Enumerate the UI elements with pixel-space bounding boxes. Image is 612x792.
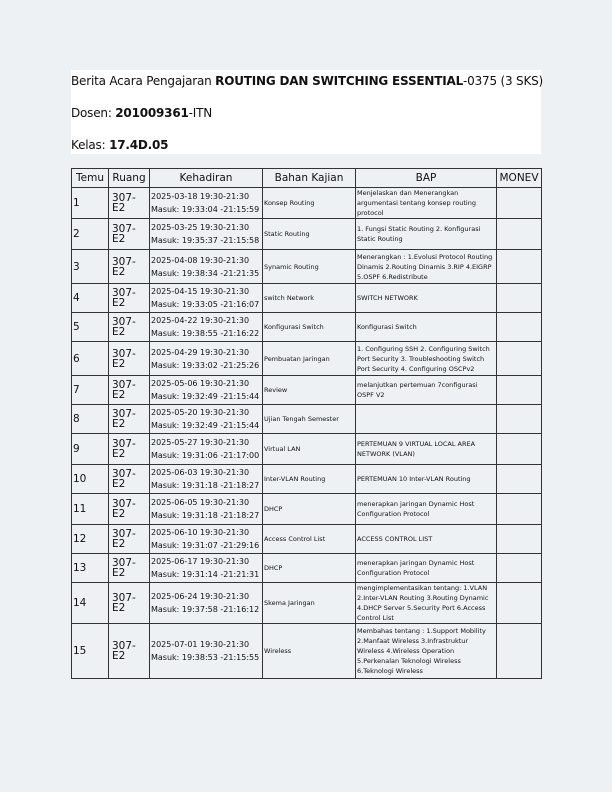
monev-cell xyxy=(497,624,542,679)
temu-cell: 15 xyxy=(72,624,109,679)
ruang-cell: 307-E2 xyxy=(109,405,150,434)
bahan-kajian-cell: DHCP xyxy=(263,554,356,583)
masuk-text: Masuk: 19:38:53 -21:15:55 xyxy=(151,653,260,662)
kehadiran-cell xyxy=(150,342,263,376)
kehadiran-cell xyxy=(150,219,263,250)
kehadiran-cell xyxy=(150,624,263,679)
kehadiran-cell xyxy=(150,583,263,624)
column-header-monev: MONEV xyxy=(497,169,542,188)
course-suffix: -0375 (3 SKS) xyxy=(463,74,544,88)
masuk-text: Masuk: 19:32:49 -21:15:44 xyxy=(151,421,260,430)
monev-cell xyxy=(497,494,542,525)
temu-cell: 2 xyxy=(72,219,109,250)
temu-cell: 4 xyxy=(72,284,109,313)
temu-cell: 1 xyxy=(72,188,109,219)
monev-cell xyxy=(497,465,542,494)
ruang-cell: 307-E2 xyxy=(109,434,150,465)
bap-cell: ACCESS CONTROL LIST xyxy=(356,525,497,554)
kehadiran-cell xyxy=(150,525,263,554)
masuk-text: Masuk: 19:33:02 -21:25:26 xyxy=(151,360,260,370)
bahan-kajian-cell: Konfigurasi Switch xyxy=(263,313,356,342)
jadwal-text: 2025-04-29 19:30-21:30 xyxy=(151,347,250,357)
temu-cell: 10 xyxy=(72,465,109,494)
temu-cell: 12 xyxy=(72,525,109,554)
jadwal-text: 2025-05-06 19:30-21:30 xyxy=(151,379,250,388)
monev-cell xyxy=(497,284,542,313)
bahan-kajian-cell: Konsep Routing xyxy=(263,188,356,219)
jadwal-text: 2025-06-17 19:30-21:30 xyxy=(151,557,250,566)
temu-cell: 9 xyxy=(72,434,109,465)
monev-cell xyxy=(497,554,542,583)
column-header-bap: BAP xyxy=(356,169,497,188)
monev-cell xyxy=(497,188,542,219)
masuk-text: Masuk: 19:31:06 -21:17:00 xyxy=(151,451,260,460)
bap-cell: Konfigurasi Switch xyxy=(356,313,497,342)
jadwal-text: 2025-06-03 19:30-21:30 xyxy=(151,468,250,477)
bap-cell: mengimplementasikan tentang: 1.VLAN 2.Inter-VLAN Routing 3.Routing Dynamic 4.DHCP Server 5.Security Port 6.Access Control List xyxy=(356,583,497,624)
ruang-cell: 307-E2 xyxy=(109,624,150,679)
kehadiran-cell xyxy=(150,405,263,434)
kehadiran-cell xyxy=(150,313,263,342)
bap-cell: Membahas tentang : 1.Support Mobility 2.Manfaat Wireless 3.Infrastruktur Wireless 4.Wireless Operation 5.Perkenalan Teknologi Wireless 6.Teknologi Wireless xyxy=(356,624,497,679)
table-row xyxy=(72,284,542,313)
bap-cell: melanjutkan pertemuan 7configurasi OSPF V2 xyxy=(356,376,497,405)
bap-cell: SWITCH NETWORK xyxy=(356,284,497,313)
temu-cell: 6 xyxy=(72,342,109,376)
bahan-kajian-cell: Skema Jaringan xyxy=(263,583,356,624)
temu-cell: 3 xyxy=(72,250,109,284)
kehadiran-cell xyxy=(150,554,263,583)
monev-cell xyxy=(497,219,542,250)
masuk-text: Masuk: 19:31:18 -21:18:27 xyxy=(151,511,260,520)
bahan-kajian-cell: Inter-VLAN Routing xyxy=(263,465,356,494)
dosen-id: 201009361 xyxy=(115,106,189,120)
column-header-kehadiran: Kehadiran xyxy=(150,169,263,188)
ruang-cell: 307-E2 xyxy=(109,554,150,583)
masuk-text: Masuk: 19:35:37 -21:15:58 xyxy=(151,236,260,245)
dosen-line xyxy=(71,106,212,120)
masuk-text: Masuk: 19:31:14 -21:21:31 xyxy=(151,570,260,579)
temu-cell: 5 xyxy=(72,313,109,342)
jadwal-text: 2025-06-10 19:30-21:30 xyxy=(151,528,250,537)
table-header-row xyxy=(72,169,542,188)
bap-cell: 1. Fungsi Static Routing 2. Konfigurasi Static Routing xyxy=(356,219,497,250)
monev-cell xyxy=(497,313,542,342)
course-line xyxy=(71,74,543,88)
bahan-kajian-cell: Review xyxy=(263,376,356,405)
column-header-ruang: Ruang xyxy=(109,169,150,188)
monev-cell xyxy=(497,434,542,465)
ruang-cell: 307-E2 xyxy=(109,376,150,405)
jadwal-text: 2025-07-01 19:30-21:30 xyxy=(151,640,250,649)
masuk-text: Masuk: 19:38:34 -21:21:35 xyxy=(151,268,260,278)
jadwal-text: 2025-06-24 19:30-21:30 xyxy=(151,592,250,601)
ruang-cell: 307-E2 xyxy=(109,284,150,313)
title-prefix: Berita Acara Pengajaran xyxy=(71,74,216,88)
jadwal-text: 2025-06-05 19:30-21:30 xyxy=(151,498,250,507)
dosen-label: Dosen: xyxy=(71,106,116,120)
ruang-cell: 307-E2 xyxy=(109,583,150,624)
temu-cell: 7 xyxy=(72,376,109,405)
table-row xyxy=(72,494,542,525)
ruang-cell: 307-E2 xyxy=(109,219,150,250)
ruang-cell: 307-E2 xyxy=(109,342,150,376)
kelas-value: 17.4D.05 xyxy=(109,138,169,152)
bahan-kajian-cell: DHCP xyxy=(263,494,356,525)
monev-cell xyxy=(497,376,542,405)
bahan-kajian-cell: switch Network xyxy=(263,284,356,313)
kehadiran-cell xyxy=(150,284,263,313)
table-row xyxy=(72,624,542,679)
table-row xyxy=(72,313,542,342)
table-row xyxy=(72,525,542,554)
bahan-kajian-cell: Static Routing xyxy=(263,219,356,250)
table-row xyxy=(72,405,542,434)
bahan-kajian-cell: Synamic Routing xyxy=(263,250,356,284)
kehadiran-cell xyxy=(150,434,263,465)
jadwal-text: 2025-05-27 19:30-21:30 xyxy=(151,438,250,447)
jadwal-text: 2025-03-25 19:30-21:30 xyxy=(151,223,250,232)
kehadiran-cell xyxy=(150,494,263,525)
masuk-text: Masuk: 19:31:18 -21:18:27 xyxy=(151,481,260,490)
bap-cell: PERTEMUAN 10 Inter-VLAN Routing xyxy=(356,465,497,494)
kehadiran-cell xyxy=(150,376,263,405)
document-header xyxy=(71,70,544,154)
course-name: ROUTING DAN SWITCHING ESSENTIAL xyxy=(215,74,464,88)
temu-cell: 8 xyxy=(72,405,109,434)
kehadiran-cell xyxy=(150,250,263,284)
ruang-cell: 307-E2 xyxy=(109,494,150,525)
bap-cell: menerapkan jaringan Dynamic Host Configuration Protocol xyxy=(356,554,497,583)
bap-cell xyxy=(356,405,497,434)
monev-cell xyxy=(497,583,542,624)
masuk-text: Masuk: 19:31:07 -21:29:16 xyxy=(151,541,260,550)
jadwal-text: 2025-05-20 19:30-21:30 xyxy=(151,408,250,417)
jadwal-text: 2025-04-15 19:30-21:30 xyxy=(151,287,250,296)
column-header-bahan-kajian: Bahan Kajian xyxy=(263,169,356,188)
jadwal-text: 2025-04-22 19:30-21:30 xyxy=(151,316,250,325)
masuk-text: Masuk: 19:33:05 -21:16:07 xyxy=(151,300,260,309)
ruang-cell: 307-E2 xyxy=(109,525,150,554)
table-row xyxy=(72,188,542,219)
table-row xyxy=(72,342,542,376)
masuk-text: Masuk: 19:37:58 -21:16:12 xyxy=(151,605,260,614)
column-header-temu: Temu xyxy=(72,169,109,188)
kehadiran-cell xyxy=(150,188,263,219)
monev-cell xyxy=(497,525,542,554)
ruang-cell: 307-E2 xyxy=(109,313,150,342)
table-row xyxy=(72,219,542,250)
ruang-cell: 307-E2 xyxy=(109,465,150,494)
jadwal-text: 2025-03-18 19:30-21:30 xyxy=(151,192,250,201)
bap-cell: 1. Configuring SSH 2. Configuring Switch Port Security 3. Troubleshooting Switch Port Security 4. Configuring OSCPv2 xyxy=(356,342,497,376)
bahan-kajian-cell: Pembuatan Jaringan xyxy=(263,342,356,376)
bap-cell: Menjelaskan dan Menerangkan argumentasi tentang konsep routing protocol xyxy=(356,188,497,219)
bap-cell: menerapkan jaringan Dynamic Host Configuration Protocol xyxy=(356,494,497,525)
kehadiran-cell xyxy=(150,465,263,494)
dosen-suffix: -ITN xyxy=(188,106,213,120)
temu-cell: 13 xyxy=(72,554,109,583)
masuk-text: Masuk: 19:32:49 -21:15:44 xyxy=(151,392,260,401)
kelas-label: Kelas: xyxy=(71,138,110,152)
bap-cell: Menerangkan : 1.Evolusi Protocol Routing Dinamis 2.Routing Dinamis 3.RIP 4.EIGRP 5.OSPF 6.Redistribute xyxy=(356,250,497,284)
monev-cell xyxy=(497,405,542,434)
table-row xyxy=(72,376,542,405)
temu-cell: 14 xyxy=(72,583,109,624)
bahan-kajian-cell: Virtual LAN xyxy=(263,434,356,465)
table-row xyxy=(72,250,542,284)
temu-cell: 11 xyxy=(72,494,109,525)
jadwal-text: 2025-04-08 19:30-21:30 xyxy=(151,255,250,265)
bahan-kajian-cell: Wireless xyxy=(263,624,356,679)
table-row xyxy=(72,554,542,583)
monev-cell xyxy=(497,342,542,376)
attendance-table xyxy=(71,168,542,679)
table-row xyxy=(72,465,542,494)
bahan-kajian-cell: Ujian Tengah Semester xyxy=(263,405,356,434)
table-row xyxy=(72,434,542,465)
bap-cell: PERTEMUAN 9 VIRTUAL LOCAL AREA NETWORK (VLAN) xyxy=(356,434,497,465)
monev-cell xyxy=(497,250,542,284)
masuk-text: Masuk: 19:33:04 -21:15:59 xyxy=(151,205,260,214)
ruang-cell: 307-E2 xyxy=(109,188,150,219)
kelas-line xyxy=(71,138,168,152)
masuk-text: Masuk: 19:38:55 -21:16:22 xyxy=(151,329,260,338)
ruang-cell: 307-E2 xyxy=(109,250,150,284)
table-row xyxy=(72,583,542,624)
bahan-kajian-cell: Access Control List xyxy=(263,525,356,554)
